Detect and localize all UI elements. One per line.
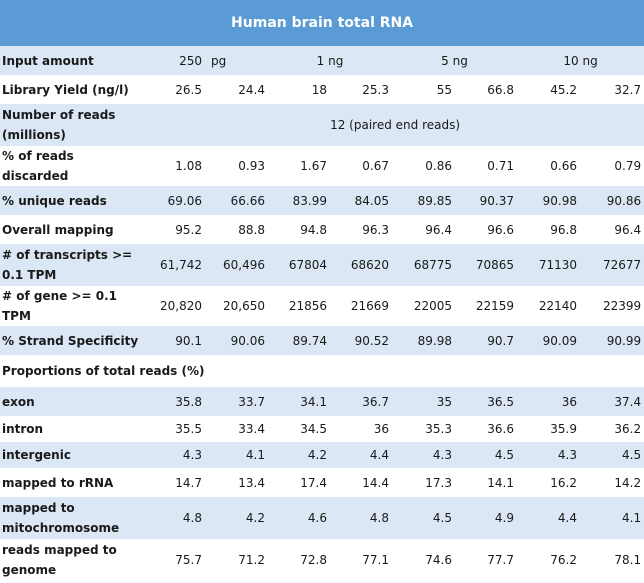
cell-value: 36.6 (455, 416, 517, 442)
cell-value: 45.2 (517, 75, 580, 104)
cell-value: 4.5 (392, 497, 455, 539)
input-amount-group: 5 ng (392, 46, 517, 75)
cell-value: 75.7 (146, 539, 205, 581)
title-row (0, 0, 644, 46)
cell-value: 90.52 (330, 326, 392, 355)
row-label: Number of reads (millions) (0, 104, 146, 146)
cell-value: 4.9 (455, 497, 517, 539)
cell-value: 77.1 (330, 539, 392, 581)
number-of-reads-row (0, 104, 644, 146)
row-label: mapped to rRNA (0, 468, 146, 497)
cell-value: 83.99 (268, 186, 330, 215)
cell-value: 67804 (268, 244, 330, 286)
cell-value: 74.6 (392, 539, 455, 581)
cell-value: 4.3 (146, 442, 205, 468)
cell-value: 36.5 (455, 387, 517, 416)
cell-value: 36.2 (580, 416, 644, 442)
cell-value: 22159 (455, 286, 517, 326)
cell-value: 89.85 (392, 186, 455, 215)
cell-value: 4.3 (517, 442, 580, 468)
cell-value: 35.9 (517, 416, 580, 442)
cell-value: 20,820 (146, 286, 205, 326)
cell-value: 78.1 (580, 539, 644, 581)
cell-value: 4.3 (392, 442, 455, 468)
cell-value: 14.1 (455, 468, 517, 497)
cell-value: 4.6 (268, 497, 330, 539)
cell-value: 20,650 (205, 286, 268, 326)
cell-value: 4.5 (455, 442, 517, 468)
cell-value: 17.4 (268, 468, 330, 497)
row-label: intergenic (0, 442, 146, 468)
input-amount-unit: pg (205, 46, 268, 75)
cell-value: 94.8 (268, 215, 330, 244)
cell-value: 84.05 (330, 186, 392, 215)
row-label: Input amount (0, 46, 146, 75)
cell-value: 22005 (392, 286, 455, 326)
cell-value: 60,496 (205, 244, 268, 286)
cell-value: 96.3 (330, 215, 392, 244)
cell-value: 61,742 (146, 244, 205, 286)
cell-value: 90.99 (580, 326, 644, 355)
row-label: Overall mapping (0, 215, 146, 244)
cell-value: 14.7 (146, 468, 205, 497)
cell-value: 4.5 (580, 442, 644, 468)
cell-value: 90.09 (517, 326, 580, 355)
cell-value: 0.93 (205, 146, 268, 186)
cell-value: 32.7 (580, 75, 644, 104)
cell-value: 13.4 (205, 468, 268, 497)
table-row (0, 497, 644, 539)
cell-value: 96.4 (580, 215, 644, 244)
cell-value: 4.1 (580, 497, 644, 539)
table-row (0, 215, 644, 244)
row-label: % Strand Specificity (0, 326, 146, 355)
cell-value: 76.2 (517, 539, 580, 581)
library-yield-row (0, 75, 644, 104)
cell-value: 0.86 (392, 146, 455, 186)
cell-value: 24.4 (205, 75, 268, 104)
cell-value: 21669 (330, 286, 392, 326)
row-label: # of gene >= 0.1 TPM (0, 286, 146, 326)
row-label: % unique reads (0, 186, 146, 215)
cell-value: 37.4 (580, 387, 644, 416)
cell-value: 0.79 (580, 146, 644, 186)
row-label: mapped to mitochromosome (0, 497, 146, 539)
cell-value: 26.5 (146, 75, 205, 104)
cell-value: 14.4 (330, 468, 392, 497)
cell-value: 0.67 (330, 146, 392, 186)
table-row (0, 539, 644, 581)
cell-value: 68620 (330, 244, 392, 286)
cell-value: 22140 (517, 286, 580, 326)
cell-value: 90.7 (455, 326, 517, 355)
cell-value: 4.2 (205, 497, 268, 539)
cell-value: 33.4 (205, 416, 268, 442)
cell-value: 21856 (268, 286, 330, 326)
table-row (0, 244, 644, 286)
table-row (0, 442, 644, 468)
cell-value: 18 (268, 75, 330, 104)
cell-value: 35.5 (146, 416, 205, 442)
cell-value: 90.86 (580, 186, 644, 215)
cell-value: 34.5 (268, 416, 330, 442)
cell-value: 71.2 (205, 539, 268, 581)
cell-value: 34.1 (268, 387, 330, 416)
cell-value: 88.8 (205, 215, 268, 244)
cell-value: 17.3 (392, 468, 455, 497)
cell-value: 90.06 (205, 326, 268, 355)
cell-value: 90.1 (146, 326, 205, 355)
row-label: Library Yield (ng/l) (0, 75, 146, 104)
cell-value: 89.74 (268, 326, 330, 355)
cell-value: 69.06 (146, 186, 205, 215)
input-amount-row (0, 46, 644, 75)
cell-value: 90.37 (455, 186, 517, 215)
cell-value: 1.67 (268, 146, 330, 186)
cell-value: 4.4 (517, 497, 580, 539)
cell-value: 66.8 (455, 75, 517, 104)
cell-value: 72.8 (268, 539, 330, 581)
row-label: reads mapped to genome (0, 539, 146, 581)
cell-value: 96.8 (517, 215, 580, 244)
cell-value: 0.66 (517, 146, 580, 186)
cell-value: 35.3 (392, 416, 455, 442)
row-label: % of reads discarded (0, 146, 146, 186)
input-amount-value: 250 (146, 46, 205, 75)
cell-value: 4.1 (205, 442, 268, 468)
section-header: Proportions of total reads (%) (0, 355, 644, 387)
table-row (0, 468, 644, 497)
cell-value: 4.8 (330, 497, 392, 539)
row-label: # of transcripts >= 0.1 TPM (0, 244, 146, 286)
table-title: Human brain total RNA (0, 0, 644, 46)
table-row (0, 186, 644, 215)
table-row (0, 416, 644, 442)
cell-value: 36 (517, 387, 580, 416)
cell-value: 72677 (580, 244, 644, 286)
cell-value: 89.98 (392, 326, 455, 355)
cell-value: 35.8 (146, 387, 205, 416)
cell-value: 90.98 (517, 186, 580, 215)
number-of-reads-value: 12 (paired end reads) (146, 104, 644, 146)
cell-value: 35 (392, 387, 455, 416)
input-amount-group: 1 ng (268, 46, 392, 75)
cell-value: 36 (330, 416, 392, 442)
cell-value: 4.8 (146, 497, 205, 539)
cell-value: 16.2 (517, 468, 580, 497)
row-label: exon (0, 387, 146, 416)
cell-value: 95.2 (146, 215, 205, 244)
table-row (0, 326, 644, 355)
cell-value: 0.71 (455, 146, 517, 186)
cell-value: 4.2 (268, 442, 330, 468)
cell-value: 25.3 (330, 75, 392, 104)
cell-value: 36.7 (330, 387, 392, 416)
cell-value: 1.08 (146, 146, 205, 186)
cell-value: 66.66 (205, 186, 268, 215)
cell-value: 14.2 (580, 468, 644, 497)
cell-value: 68775 (392, 244, 455, 286)
cell-value: 55 (392, 75, 455, 104)
cell-value: 22399 (580, 286, 644, 326)
cell-value: 70865 (455, 244, 517, 286)
table-row (0, 387, 644, 416)
cell-value: 77.7 (455, 539, 517, 581)
table-row (0, 146, 644, 186)
cell-value: 96.6 (455, 215, 517, 244)
row-label: intron (0, 416, 146, 442)
table-row (0, 286, 644, 326)
cell-value: 4.4 (330, 442, 392, 468)
cell-value: 96.4 (392, 215, 455, 244)
cell-value: 33.7 (205, 387, 268, 416)
input-amount-group: 10 ng (517, 46, 644, 75)
cell-value: 71130 (517, 244, 580, 286)
proportions-header-row (0, 355, 644, 387)
